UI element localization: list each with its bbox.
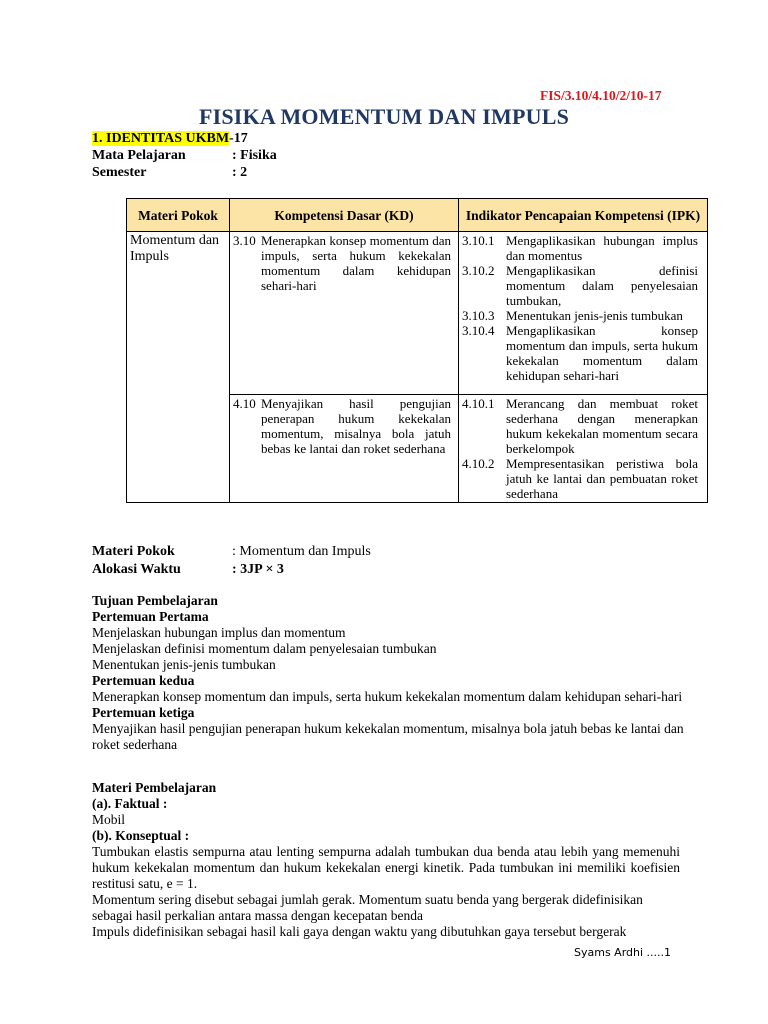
tujuan-section: [92, 593, 712, 753]
subject-row: [92, 147, 277, 164]
ipk-text: Mengaplikasikan konsep momentum dan impuls, serta hukum kekekalan momentum dalam kehidupan sehari-hari: [506, 323, 698, 383]
pertemuan-1-heading: Pertemuan Pertama: [92, 609, 209, 624]
list-item: [462, 456, 704, 501]
materi-heading: Materi Pembelajaran: [92, 780, 217, 795]
materi-pokok-value: : Momentum dan Impuls: [232, 544, 371, 559]
list-item: Menentukan jenis-jenis tumbukan: [92, 657, 276, 672]
ipk-text: Mengaplikasikan definisi momentum dalam penyelesaian tumbukan,: [506, 263, 698, 308]
konseptual-heading: (b). Konseptual :: [92, 828, 190, 843]
list-item: [462, 263, 704, 308]
konseptual-paragraph-1: Tumbukan elastis sempurna atau lenting sempurna adalah tumbukan dua benda atau lebih yang memenuhi hukum kekekalan momentum dan hukum kekekalan energi kinetik. Pada tumbukan ini memiliki koefisien restitusi satu, e = 1.: [92, 844, 680, 891]
competency-table: [126, 198, 708, 503]
identity-heading-highlight: 1. IDENTITAS UKBM: [92, 131, 230, 146]
ipk-text: Mengaplikasikan hubungan implus dan momentus: [506, 233, 698, 263]
ipk-number: 3.10.1: [462, 233, 495, 248]
ipk-number: 3.10.3: [462, 308, 495, 323]
kd-text: Menerapkan konsep momentum dan impuls, serta hukum kekekalan momentum dalam kehidupan sehari-hari: [261, 233, 451, 293]
header-ipk: Indikator Pencapaian Kompetensi (IPK): [459, 199, 708, 232]
materi-section: [92, 780, 680, 940]
ipk-text: Menentukan jenis-jenis tumbukan: [506, 308, 683, 323]
pertemuan-2-text: Menerapkan konsep momentum dan impuls, serta hukum kekekalan momentum dalam kehidupan sehari-hari: [92, 689, 683, 704]
semester-value: : 2: [232, 165, 248, 180]
konseptual-paragraph-3: Impuls didefinisikan sebagai hasil kali gaya dengan waktu yang dibutuhkan gaya tersebut bergerak: [92, 924, 627, 939]
kd-text: Menyajikan hasil pengujian penerapan hukum kekekalan momentum, misalnya bola jatuh bebas ke lantai dan roket sederhana: [261, 396, 451, 456]
ipk-number: 3.10.4: [462, 323, 495, 338]
document-code: FIS/3.10/4.10/2/10-17: [540, 88, 662, 103]
list-item: Menjelaskan definisi momentum dalam penyelesaian tumbukan: [92, 641, 437, 656]
list-item: Menjelaskan hubungan implus dan momentum: [92, 625, 346, 640]
subject-value: : Fisika: [232, 148, 277, 163]
faktual-heading: (a). Faktual :: [92, 796, 168, 811]
materi-pokok-label: Materi Pokok: [92, 544, 175, 559]
table-header-row: [127, 199, 708, 232]
materi-cell: Momentum dan Impuls: [127, 232, 230, 503]
semester-row: [92, 164, 247, 181]
kd-number: 3.10: [233, 233, 256, 248]
identity-heading: [92, 130, 248, 147]
table-row: [127, 232, 708, 395]
alokasi-value: : 3JP × 3: [232, 562, 284, 577]
identity-heading-suffix: -17: [229, 131, 248, 146]
ipk-cell-2: [459, 395, 708, 503]
pertemuan-3-text: Menyajikan hasil pengujian penerapan hukum kekekalan momentum, misalnya bola jatuh bebas ke lantai dan roket sederhana: [92, 721, 684, 752]
header-kd: Kompetensi Dasar (KD): [230, 199, 459, 232]
header-materi: Materi Pokok: [127, 199, 230, 232]
ipk-number: 4.10.2: [462, 456, 495, 471]
list-item: [462, 233, 704, 263]
ipk-text: Merancang dan membuat roket sederhana dengan menerapkan hukum kekekalan momentum secara berkelompok: [506, 396, 698, 456]
kd-number: 4.10: [233, 396, 256, 411]
kd-cell-2: [230, 395, 459, 503]
page-title: FISIKA MOMENTUM DAN IMPULS: [198, 104, 570, 129]
faktual-text: Mobil: [92, 812, 126, 827]
pertemuan-3-heading: Pertemuan ketiga: [92, 705, 195, 720]
konseptual-paragraph-2: Momentum sering disebut sebagai jumlah gerak. Momentum suatu benda yang bergerak didefinisikan sebagai hasil perkalian antara massa dengan kecepatan benda: [92, 892, 643, 923]
list-item: [462, 396, 704, 456]
ipk-number: 3.10.2: [462, 263, 495, 278]
kd-cell-1: [230, 232, 459, 395]
ipk-number: 4.10.1: [462, 396, 495, 411]
tujuan-heading: Tujuan Pembelajaran: [92, 593, 218, 608]
list-item: [462, 323, 704, 383]
semester-label: Semester: [92, 165, 147, 180]
page-footer: Syams Ardhi .....1: [574, 946, 672, 959]
ipk-cell-1: [459, 232, 708, 395]
subject-label: Mata Pelajaran: [92, 148, 186, 163]
pertemuan-2-heading: Pertemuan kedua: [92, 673, 195, 688]
alokasi-label: Alokasi Waktu: [92, 562, 181, 577]
materi-pokok-row: [92, 543, 371, 560]
alokasi-row: [92, 561, 284, 578]
ipk-text: Mempresentasikan peristiwa bola jatuh ke lantai dan pembuatan roket sederhana: [506, 456, 698, 501]
list-item: [462, 308, 704, 323]
